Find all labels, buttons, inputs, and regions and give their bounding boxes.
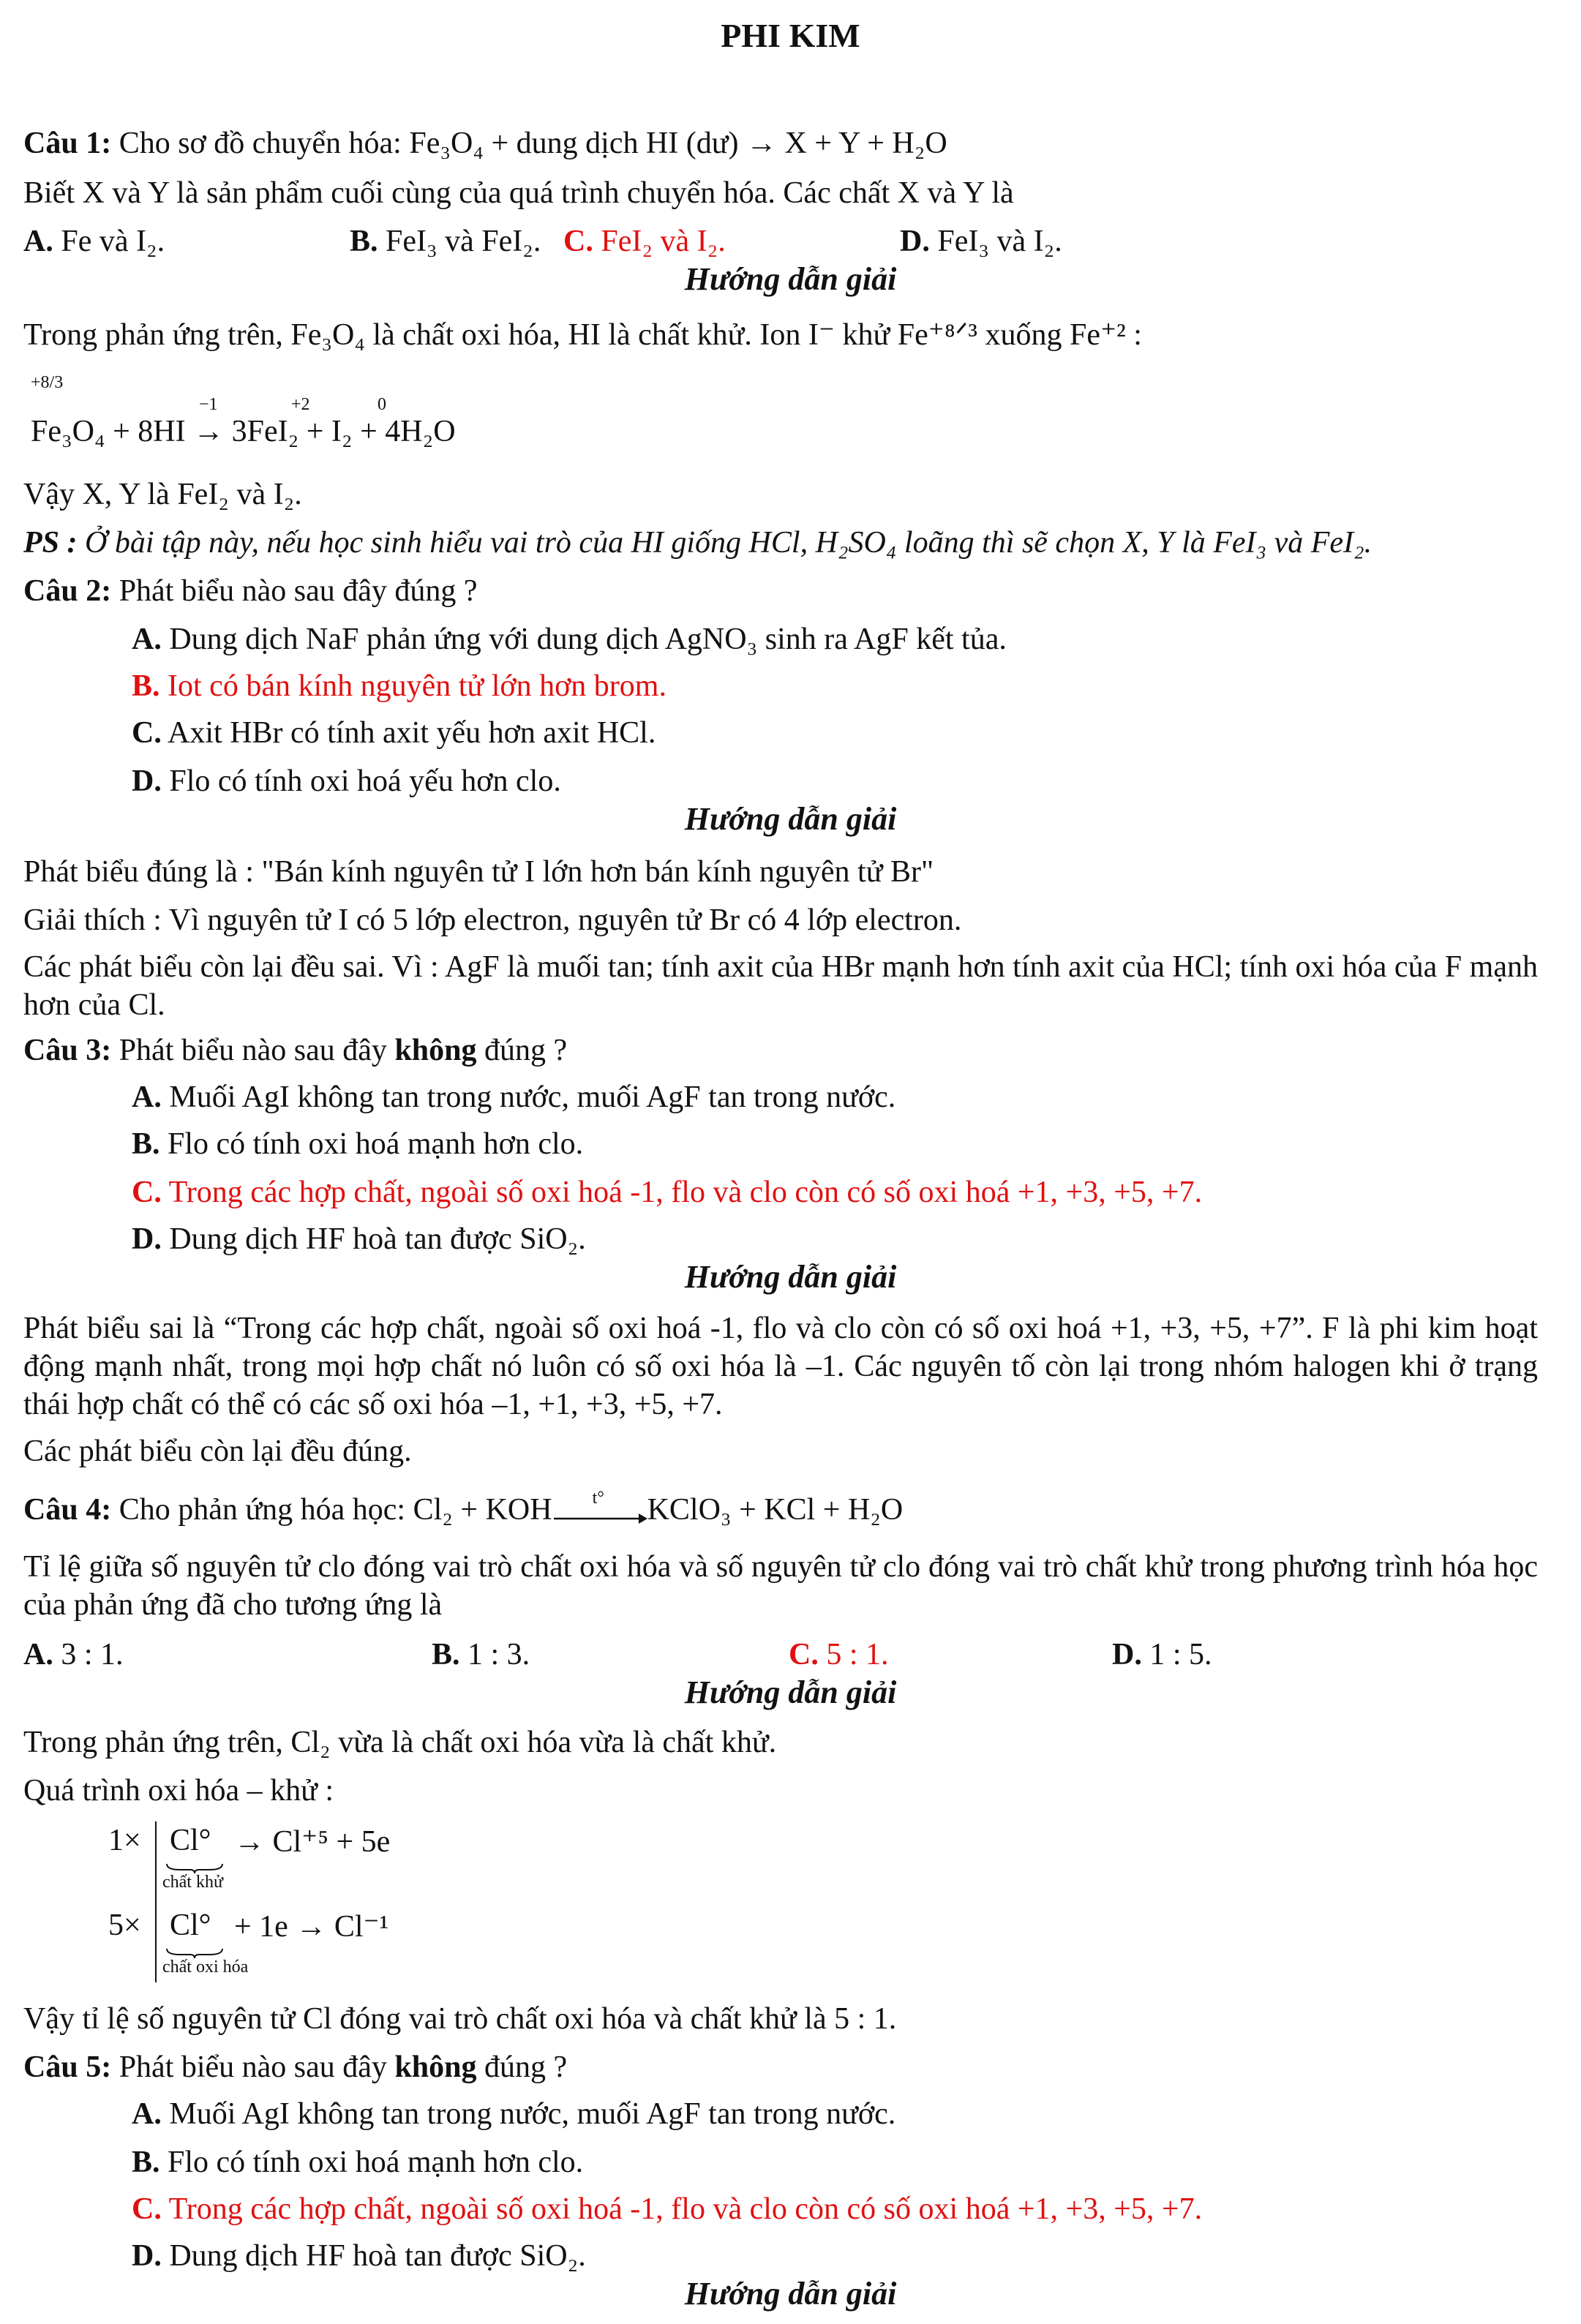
q3-option-a: A. Muối AgI không tan trong nước, muối AgF tan trong nước.: [132, 1080, 896, 1114]
page-title: PHI KIM: [721, 17, 860, 54]
q1-label: Câu 1:: [23, 127, 112, 160]
redox-row-2: 5×: [108, 1909, 141, 1942]
redox-row-1: 1×: [108, 1824, 141, 1857]
q4-eq-condition: t°: [592, 1489, 604, 1508]
q3-option-c: C. Trong các hợp chất, ngoài số oxi hoá -1, flo và clo còn có số oxi hoá +1, +3, +5, +7.: [132, 1176, 1203, 1209]
q5-option-d: D. Dung dịch HF hoà tan được SiO₂.: [132, 2239, 586, 2273]
reaction-arrow-icon: [552, 1489, 647, 1523]
ps-label: PS :: [23, 526, 78, 560]
q3-option-d: D. Dung dịch HF hoà tan được SiO₂.: [132, 1222, 586, 1256]
q3-solution-heading: Hướng dẫn giải: [684, 1259, 897, 1295]
q2-solution-line1: Phát biểu đúng là : "Bán kính nguyên tử I lớn hơn bán kính nguyên tử Br": [23, 855, 934, 889]
q4-eq-left: Cl₂ + KOH: [413, 1493, 552, 1527]
ox-number-fe2: +2: [291, 395, 310, 414]
q4-stem: [23, 1491, 903, 1529]
q1-line1: Cho sơ đồ chuyển hóa: Fe₃O₄ + dung dịch HI (dư) → X + Y + H₂O: [111, 127, 947, 160]
redox-species-2: Cl°: [170, 1909, 211, 1942]
q3-option-b: B. Flo có tính oxi hoá mạnh hơn clo.: [132, 1127, 584, 1161]
q4-solution-line3: Vậy tỉ lệ số nguyên tử Cl đóng vai trò chất oxi hóa và chất khử là 5 : 1.: [23, 2002, 897, 2036]
q2-label: Câu 2:: [23, 574, 112, 608]
q4-label: Câu 4:: [23, 1493, 112, 1527]
q2-solution-heading: Hướng dẫn giải: [684, 801, 897, 837]
q4-eq-right: KClO₃ + KCl + H₂O: [647, 1493, 904, 1527]
q1-solution-heading: Hướng dẫn giải: [684, 261, 897, 297]
q4-solution-line2: Quá trình oxi hóa – khử :: [23, 1774, 334, 1808]
q2-option-a: A. Dung dịch NaF phản ứng với dung dịch AgNO₃ sinh ra AgF kết tủa.: [132, 623, 1007, 656]
q4-option-c: C. 5 : 1.: [789, 1638, 889, 1671]
q5-option-a: A. Muối AgI không tan trong nước, muối AgF tan trong nước.: [132, 2097, 896, 2131]
q2-option-d: D. Flo có tính oxi hoá yếu hơn clo.: [132, 764, 561, 798]
q4-option-b: B. 1 : 3.: [432, 1638, 530, 1671]
q4-option-a: A. 3 : 1.: [23, 1638, 124, 1671]
ox-number-i2: 0: [378, 395, 386, 414]
q3-label: Câu 3:: [23, 1034, 112, 1067]
q4-line2: Tỉ lệ giữa số nguyên tử clo đóng vai trò chất oxi hóa và số nguyên tử clo đóng vai trò chất khử trong phương trình hóa học của phản ứng đã cho tương ứng là: [23, 1550, 1538, 1622]
q1-solution-line2: Vậy X, Y là FeI₂ và I₂.: [23, 478, 302, 511]
ox-number-i: −1: [199, 395, 218, 414]
q4-solution-line1: Trong phản ứng trên, Cl₂ vừa là chất oxi hóa vừa là chất khử.: [23, 1726, 777, 1759]
q1-option-b: B. FeI₃ và FeI₂.: [350, 225, 541, 258]
q2-option-b: B. Iot có bán kính nguyên tử lớn hơn brom.: [132, 669, 666, 703]
q1-equation-text: Fe₃O₄ + 8HI → 3FeI₂ + I₂ + 4H₂O: [31, 415, 456, 448]
q1-option-c: C. FeI₂ và I₂.: [563, 225, 726, 258]
ox-number-fe: +8/3: [31, 373, 64, 392]
q5-stem: Câu 5: Phát biểu nào sau đây không đúng ?: [23, 2050, 568, 2084]
q5-option-b: B. Flo có tính oxi hoá mạnh hơn clo.: [132, 2146, 584, 2179]
redox-bracket: [155, 1821, 157, 1982]
q2-option-c: C. Axit HBr có tính axit yếu hơn axit HCl.: [132, 716, 656, 750]
q5-solution-heading: Hướng dẫn giải: [684, 2276, 897, 2312]
q3-solution-line1: Phát biểu sai là “Trong các hợp chất, ngoài số oxi hoá -1, flo và clo còn có số oxi hoá +1, +3, +5, +7”. F là phi kim hoạt động mạnh nhất, trong mọi hợp chất nó luôn có số oxi hóa là –1. Các nguyên tố còn lại trong nhóm halogen khi ở trạng thái hợp chất có thể có các số oxi hóa –1, +1, +3, +5, +7.: [23, 1312, 1538, 1421]
q1-option-a: A. Fe và I₂.: [23, 225, 165, 258]
redox-note-1: chất khử: [162, 1873, 223, 1892]
q2-stem: [23, 572, 478, 610]
q4-text: Cho phản ứng hóa học:: [111, 1493, 413, 1527]
q2-solution-line2: Giải thích : Vì nguyên tử I có 5 lớp electron, nguyên tử Br có 4 lớp electron.: [23, 903, 962, 937]
q5-label: Câu 5:: [23, 2050, 112, 2084]
q2-text: Phát biểu nào sau đây đúng ?: [111, 574, 478, 608]
redox-equation-2: + 1e → Cl⁻¹: [234, 1910, 389, 1944]
q1-ps: [23, 524, 1372, 562]
q2-solution-line3: Các phát biểu còn lại đều sai. Vì : AgF là muối tan; tính axit của HBr mạnh hơn tính axit của HCl; tính oxi hóa của F mạnh hơn của Cl.: [23, 950, 1538, 1022]
q1-line2: Biết X và Y là sản phẩm cuối cùng của quá trình chuyển hóa. Các chất X và Y là: [23, 176, 1014, 210]
q1-option-d: D. FeI₃ và I₂.: [900, 225, 1062, 258]
q4-option-d: D. 1 : 5.: [1112, 1638, 1212, 1671]
ps-text: Ở bài tập này, nếu học sinh hiểu vai trò của HI giống HCl, H₂SO₄ loãng thì sẽ chọn X, Y là FeI₃ và FeI₂.: [77, 526, 1372, 560]
redox-species-1: Cl°: [170, 1824, 211, 1857]
redox-note-2: chất oxi hóa: [162, 1958, 249, 1977]
q3-stem: Câu 3: Phát biểu nào sau đây không đúng ?: [23, 1034, 568, 1067]
q1-stem: [23, 124, 947, 162]
q5-option-c: C. Trong các hợp chất, ngoài số oxi hoá -1, flo và clo còn có số oxi hoá +1, +3, +5, +7.: [132, 2192, 1203, 2226]
q4-solution-heading: Hướng dẫn giải: [684, 1674, 897, 1710]
q3-solution-line2: Các phát biểu còn lại đều đúng.: [23, 1434, 412, 1468]
q1-solution-line1: Trong phản ứng trên, Fe₃O₄ là chất oxi hóa, HI là chất khử. Ion I⁻ khử Fe⁺⁸ᐟ³ xuống Fe⁺² :: [23, 318, 1142, 352]
redox-equation-1: → Cl⁺⁵ + 5e: [234, 1825, 391, 1859]
